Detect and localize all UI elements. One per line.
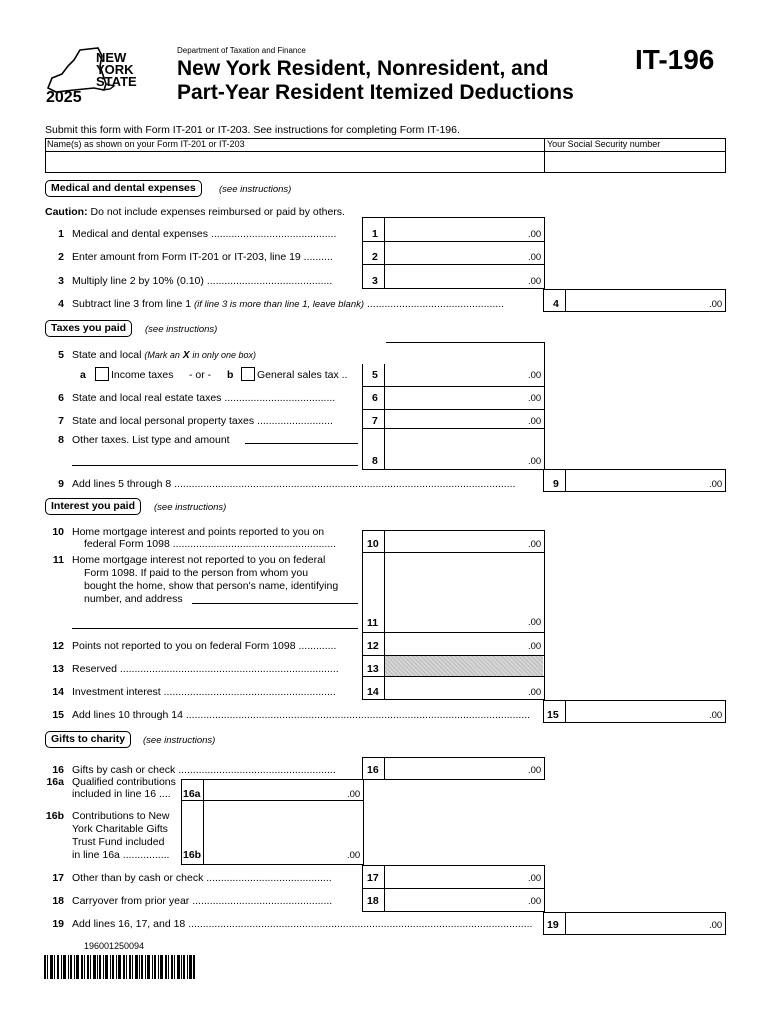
form-id: IT-196 <box>635 44 715 75</box>
line-3-amount[interactable] <box>386 266 542 286</box>
line-17-label: Other than by cash or check ........................................... <box>72 872 332 884</box>
line-8-type-field-2[interactable] <box>72 465 358 466</box>
line-10-amount[interactable] <box>386 531 542 551</box>
line-16a-label-2: included in line 16 .... <box>72 788 171 800</box>
line-9-box-number: 9 <box>553 478 559 490</box>
line-11-label-4: number, and address <box>84 593 183 605</box>
name-field[interactable] <box>46 152 543 171</box>
or-label: - or - <box>189 369 212 381</box>
line-18-cents: .00 <box>528 896 542 907</box>
line-12-amount[interactable] <box>386 634 542 654</box>
line-15-label: Add lines 10 through 14 ...................................................................................................................... <box>72 709 531 721</box>
line-15-number: 15 <box>52 709 64 721</box>
line-11-amount[interactable] <box>386 553 542 631</box>
income-taxes-checkbox[interactable] <box>95 367 109 381</box>
line-9-number: 9 <box>58 478 64 490</box>
line-11-cents: .00 <box>528 617 542 628</box>
caution-note: Caution: Do not include expenses reimbursed or paid by others. <box>45 206 345 218</box>
line-12-label: Points not reported to you on federal Form 1098 ............. <box>72 640 337 652</box>
line-12-number: 12 <box>52 640 64 652</box>
line-8-amount[interactable] <box>386 430 542 467</box>
line-16b-label-4: in line 16a ................ <box>72 849 170 861</box>
line-3-box-number: 3 <box>372 275 378 287</box>
line-3-label: Multiply line 2 by 10% (0.10) ........................................... <box>72 275 333 287</box>
line-13-label: Reserved ........................................................................... <box>72 663 339 675</box>
barcode-icon <box>44 955 196 979</box>
section-medical-heading: Medical and dental expenses <box>45 180 202 197</box>
line-11-name-field[interactable] <box>192 603 358 604</box>
line-6-amount[interactable] <box>386 388 542 408</box>
line-17-amount[interactable] <box>386 866 542 887</box>
line-2-number: 2 <box>58 251 64 263</box>
line-16a-box-number: 16a <box>183 788 201 800</box>
ny-state-logo <box>44 44 154 106</box>
general-sales-tax-checkbox[interactable] <box>241 367 255 381</box>
line-7-box-number: 7 <box>372 415 378 427</box>
line-4-amount[interactable] <box>567 290 723 310</box>
line-4-number: 4 <box>58 298 64 310</box>
form-title-line1: New York Resident, Nonresident, and <box>177 57 549 80</box>
line-5-label: State and local (Mark an X in only one box) <box>72 349 256 361</box>
intro-text: Submit this form with Form IT-201 or IT-203. See instructions for completing Form IT-196. <box>45 124 460 136</box>
line-5a-letter: a <box>80 369 86 381</box>
line-10-number: 10 <box>52 526 64 538</box>
line-6-box-number: 6 <box>372 392 378 404</box>
line-1-label: Medical and dental expenses ........................................... <box>72 228 337 240</box>
general-sales-tax-label: General sales tax .. <box>257 369 348 381</box>
logo-text: NEW YORK STATE <box>96 50 137 89</box>
section-taxes-note: (see instructions) <box>145 324 218 335</box>
line-5-cents: .00 <box>528 370 542 381</box>
line-16b-label-3: Trust Fund included <box>72 836 165 848</box>
line-4-cents: .00 <box>709 299 723 310</box>
section-medical-note: (see instructions) <box>219 184 292 195</box>
line-16b-label-1: Contributions to New <box>72 810 170 822</box>
line-5-amount[interactable] <box>386 365 542 385</box>
line-16-box-number: 16 <box>367 764 379 776</box>
line-4-label: Subtract line 3 from line 1 (if line 3 is more than line 1, leave blank) ............................................... <box>72 298 505 310</box>
name-label: Name(s) as shown on your Form IT-201 or IT-203 <box>47 139 245 149</box>
line-19-cents: .00 <box>709 920 723 931</box>
line-1-box-number: 1 <box>372 228 378 240</box>
line-9-label: Add lines 5 through 8 ..................................................................................................................... <box>72 478 516 490</box>
line-2-cents: .00 <box>528 252 542 263</box>
line-18-amount[interactable] <box>386 890 542 910</box>
section-interest-heading: Interest you paid <box>45 498 141 515</box>
line-16-amount[interactable] <box>386 758 542 778</box>
line-16-label: Gifts by cash or check ...................................................... <box>72 764 336 776</box>
line-16b-amount[interactable] <box>205 802 361 862</box>
line-11-address-field[interactable] <box>72 628 358 629</box>
section-gifts-heading: Gifts to charity <box>45 731 131 748</box>
line-12-cents: .00 <box>528 641 542 652</box>
ssn-field[interactable] <box>545 152 724 171</box>
line-18-box-number: 18 <box>367 895 379 907</box>
line-6-number: 6 <box>58 392 64 404</box>
line-17-cents: .00 <box>528 873 542 884</box>
line-16b-box-number: 16b <box>183 849 202 861</box>
line-19-label: Add lines 16, 17, and 18 ...................................................................................................................... <box>72 918 533 930</box>
form-year: 2025 <box>46 89 82 106</box>
line-11-box-number: 11 <box>367 617 379 629</box>
line-9-amount[interactable] <box>567 470 723 490</box>
line-13-shaded <box>385 656 543 676</box>
line-7-amount[interactable] <box>386 410 542 427</box>
line-8-label: Other taxes. List type and amount <box>72 434 230 446</box>
line-2-amount[interactable] <box>386 243 542 263</box>
line-16a-cents: .00 <box>347 789 361 800</box>
line-7-label: State and local personal property taxes .......................... <box>72 415 333 427</box>
line-11-label-3: bought the home, show that person's name, identifying <box>84 580 339 592</box>
line-1-cents: .00 <box>528 229 542 240</box>
line-9-cents: .00 <box>709 479 723 490</box>
line-19-box-number: 19 <box>547 919 559 931</box>
line-5-number: 5 <box>58 349 64 361</box>
line-15-cents: .00 <box>709 710 723 721</box>
line-14-number: 14 <box>52 686 64 698</box>
line-16-cents: .00 <box>528 765 542 776</box>
line-16a-label-1: Qualified contributions <box>72 776 176 788</box>
line-2-label: Enter amount from Form IT-201 or IT-203, line 19 .......... <box>72 251 333 263</box>
line-19-number: 19 <box>52 918 64 930</box>
line-10-cents: .00 <box>528 539 542 550</box>
line-19-amount[interactable] <box>567 913 723 933</box>
line-5b-letter: b <box>227 369 234 381</box>
line-16b-label-2: York Charitable Gifts <box>72 823 168 835</box>
line-17-number: 17 <box>52 872 64 884</box>
line-7-cents: .00 <box>528 416 542 427</box>
line-14-cents: .00 <box>528 687 542 698</box>
line-13-box-number: 13 <box>367 663 379 675</box>
line-15-box-number: 15 <box>547 709 559 721</box>
line-14-label: Investment interest ........................................................... <box>72 686 336 698</box>
line-8-box-number: 8 <box>372 455 378 467</box>
line-16a-amount[interactable] <box>205 780 361 799</box>
line-14-box-number: 14 <box>367 686 379 698</box>
line-11-number: 11 <box>52 554 64 566</box>
line-16b-number: 16b <box>45 810 64 822</box>
line-8-number: 8 <box>58 434 64 446</box>
barcode-number: 196001250094 <box>84 941 145 951</box>
line-16-number: 16 <box>52 764 64 776</box>
line-18-label: Carryover from prior year ................................................ <box>72 895 333 907</box>
line-16b-cents: .00 <box>347 850 361 861</box>
line-11-label-1: Home mortgage interest not reported to you on federal <box>72 554 326 566</box>
section-gifts-note: (see instructions) <box>143 735 216 746</box>
line-4-box-number: 4 <box>553 298 559 310</box>
line-11-label-2: Form 1098. If paid to the person from whom you <box>84 567 309 579</box>
section-interest-note: (see instructions) <box>154 502 227 513</box>
line-1-amount[interactable] <box>386 219 542 240</box>
line-16a-number: 16a <box>46 776 64 788</box>
line-6-cents: .00 <box>528 393 542 404</box>
ssn-label: Your Social Security number <box>547 139 661 149</box>
line-3-number: 3 <box>58 275 64 287</box>
income-taxes-label: Income taxes <box>111 369 174 381</box>
line-15-amount[interactable] <box>567 701 723 721</box>
line-14-amount[interactable] <box>386 678 542 697</box>
line-13-number: 13 <box>52 663 64 675</box>
line-8-type-field[interactable] <box>245 443 358 444</box>
line-5-box-number: 5 <box>372 369 378 381</box>
line-8-cents: .00 <box>528 456 542 467</box>
line-10-label-2: federal Form 1098 ........................................................ <box>84 538 337 550</box>
line-6-label: State and local real estate taxes ...................................... <box>72 392 336 404</box>
section-taxes-heading: Taxes you paid <box>45 320 132 337</box>
department-name: Department of Taxation and Finance <box>177 46 306 55</box>
line-7-number: 7 <box>58 415 64 427</box>
line-12-box-number: 12 <box>367 640 379 652</box>
line-10-label-1: Home mortgage interest and points reported to you on <box>72 526 325 538</box>
line-2-box-number: 2 <box>372 251 378 263</box>
form-title-line2: Part-Year Resident Itemized Deductions <box>177 81 574 104</box>
line-3-cents: .00 <box>528 276 542 287</box>
line-17-box-number: 17 <box>367 872 379 884</box>
line-1-number: 1 <box>58 228 64 240</box>
line-10-box-number: 10 <box>367 538 379 550</box>
line-18-number: 18 <box>52 895 64 907</box>
